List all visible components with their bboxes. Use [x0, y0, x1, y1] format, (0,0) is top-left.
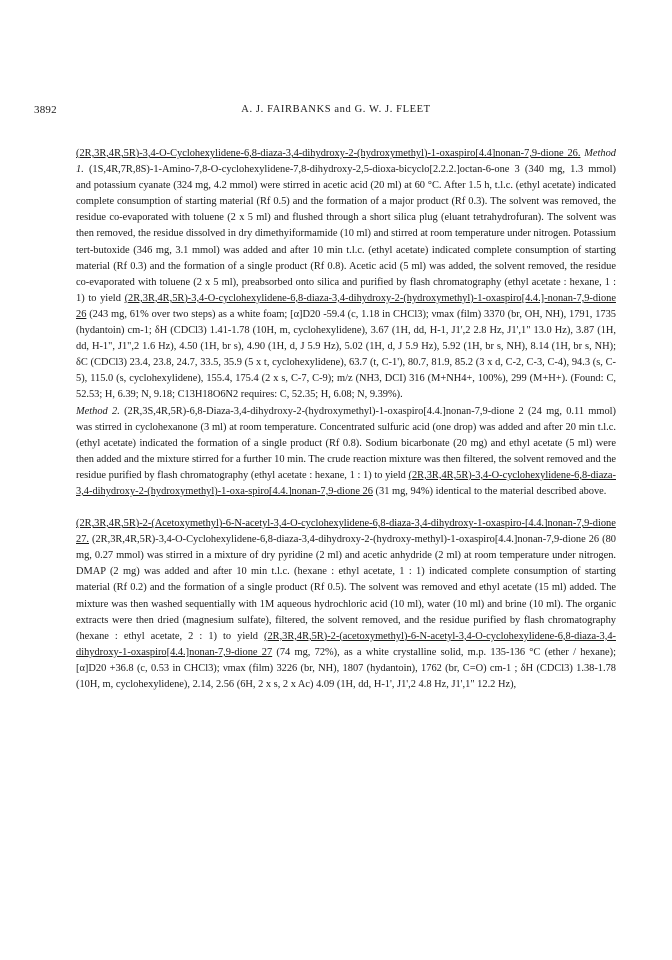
compound-26-paragraph	[76, 146, 616, 500]
method-2-result: (31 mg, 94%) identical to the material described above.	[375, 485, 607, 497]
page-header	[0, 102, 672, 118]
compound-27-procedure: (2R,3R,4R,5R)-3,4-O-Cyclohexylidene-6,8-diaza-3,4-dihydroxy-2-(hydroxy-methyl)-1-oxaspiro[4.4.]nonan-7,9-dione 26 (80 mg, 0.27 mmol) was stirred in a mixture of dry pyridine (2 ml) and acetic anhydride (2 ml) at room temperature under nitrogen. DMAP (2 mg) was added and after 10 min t.l.c. (hexane : ethyl acetate, 1 : 1) indicated complete consumption of starting material (Rf 0.2) and the formation of a single product (Rf 0.5). The solvent was removed and ethyl acetate (15 ml) added. The mixture was then washed sequentially with 1M aqueous hydrochloric acid (10 ml), water (10 ml) and brine (10 ml). The organic extracts were then dried (magnesium sulfate), filtered, the solvent removed, and the residue purified by flash chromatography (hexane : ethyl acetate, 2 : 1) to yield	[76, 534, 616, 642]
running-head: A. J. FAIRBANKS and G. W. J. FLEET	[241, 104, 431, 115]
compound-27-characterisation: (74 mg, 72%), as a white crystalline solid, m.p. 135-136 °C (ether / hexane); [α]D20 +36.8 (c, 0.53 in CHCl3); νmax (film) 3226 (br, NH), 1807 (hydantoin), 1762 (br, C=O) cm-1 ; δH (CDCl3) 1.38-1.78 (10H, m, cyclohexylidene), 2.14, 2.56 (6H, 2 x s, 2 x Ac) 4.09 (1H, dd, H-1', J1',2 4.8 Hz, J1',1" 12.2 Hz),	[76, 646, 616, 690]
method-2-procedure: (2R,3S,4R,5R)-6,8-Diaza-3,4-dihydroxy-2-(hydroxymethyl)-1-oxaspiro[4.4.]nonan-7,9-dione 2 (24 mg, 0.11 mmol) was stirred in cyclohexanone (3 ml) at room temperature. Concentrated sulfuric acid (one drop) was added and after 20 min t.l.c. (ethyl acetate) indicated the formation of a single product (Rf 0.8). Sodium bicarbonate (20 mg) and ethyl acetate (5 ml) were then added and the mixture stirred for a further 10 min. The crude reaction mixture was then filtered, the solvent removed and the residue purified by flash chromatography (ethyl acetate : hexane, 1 : 1) to yield	[76, 405, 616, 481]
compound-27-product-name: (2R,3R,4R,5R)-2-(acetoxymethyl)-6-N-acetyl-3,4-O-cyclohexylidene-6,8-diaza-3,4-dihydroxy-1-oxaspiro[4.4.]nonan-7,9-dione 27	[76, 630, 616, 658]
compound-27-heading: (2R,3R,4R,5R)-2-(Acetoxymethyl)-6-N-acetyl-3,4-O-cyclohexylidene-6,8-diaza-3,4-dihydroxy-1-oxaspiro-[4.4.]nonan-7,9-dione 27.	[76, 518, 616, 546]
page-number: 3892	[34, 104, 57, 116]
method-1-procedure: (1S,4R,7R,8S)-1-Amino-7,8-O-cyclohexylidene-7,8-dihydroxy-2,5-dioxa-bicyclo[2.2.2.]octan-6-one 3 (340 mg, 1.3 mmol) and potassium cyanate (324 mg, 4.2 mmol) were stirred in acetic acid (20 ml) at 60 °C. After 1.5 h, t.l.c. (ethyl acetate) indicated complete consumption of starting material (Rf 0.5) and the formation of a major product (Rf 0.3). The solvent was removed, the residue co-evaporated with toluene (2 x 5 ml) and flushed through a short silica plug (eluant tetrahydrofuran). The solvent was then removed, the residue dissolved in dry dimethyiformamide (10 ml) and stirred at room temperature under nitrogen. Potassium tert-butoxide (346 mg, 3.1 mmol) was added and after 10 min t.l.c. (ethyl acetate) indicated complete consumption of starting material (Rf 0.3) and the formation of a single product (Rf 0.8). Acetic acid (5 ml) was added, the solvent removed, the residue co-evaporated with toluene (2 x 5 ml), preabsorbed onto silica and purified by flash chromatography (ethyl acetate : hexane, 1 : 1) to yield	[76, 164, 616, 304]
compound-26-heading: (2R,3R,4R,5R)-3,4-O-Cyclohexylidene-6,8-diaza-3,4-dihydroxy-2-(hydroxymethyl)-1-oxaspiro[4.4]nonan-7,9-dione 26.	[76, 148, 581, 159]
method-1-label: Method 1.	[76, 148, 616, 176]
method-2-product-name: (2R,3R,4R,5R)-3,4-O-cyclohexylidene-6,8-diaza-3,4-dihydroxy-2-(hydroxymethyl)-1-oxa-spiro[4.4.]nonan-7,9-dione 26	[76, 469, 616, 497]
method-1-product-name: (2R,3R,4R,5R)-3,4-O-cyclohexylidene-6,8-diaza-3,4-dihydroxy-2-(hydroxymethyl)-1-oxaspiro[4.4.]-nonan-7,9-dione 26	[76, 292, 616, 320]
method-2-label: Method 2.	[76, 405, 120, 417]
body-text	[76, 146, 616, 709]
method-1-characterisation: (243 mg, 61% over two steps) as a white foam; [α]D20 -59.4 (c, 1.18 in CHCl3); νmax (film) 3370 (br, OH, NH), 1791, 1735 (hydantoin) cm-1; δH (CDCl3) 1.41-1.78 (10H, m, cyclohexylidene), 3.67 (1H, dd, H-1, J1',2 2.8 Hz, J1',1" 13.0 Hz), 3.87 (1H, dd, H-1", J1",2 1.6 Hz), 4.50 (1H, br s), 4.90 (1H, d, J 5.9 Hz), 5.02 (1H, d, J 5.9 Hz), 5.92 (1H, br s, NH), 8.14 (1H, br s, NH); δC (CDCl3) 23.4, 23.8, 24.7, 33.5, 35.9 (5 x t, cyclohexylidene), 63.7 (t, C-1'), 80.7, 81.9, 85.2 (3 x d, C-2, C-3, C-4), 94.3 (s, C-5), 115.0 (s, cyclohexylidene), 155.4, 175.4 (2 x s, C-7, C-9); m/z (NH3, DCI) 316 (M+NH4+, 100%), 299 (M+H+). (Found: C, 52.53; H, 6.39; N, 9.18; C13H18O6N2 requires: C, 52.35; H, 6.08; N, 9.39%).	[76, 308, 616, 401]
compound-27-paragraph	[76, 516, 616, 693]
